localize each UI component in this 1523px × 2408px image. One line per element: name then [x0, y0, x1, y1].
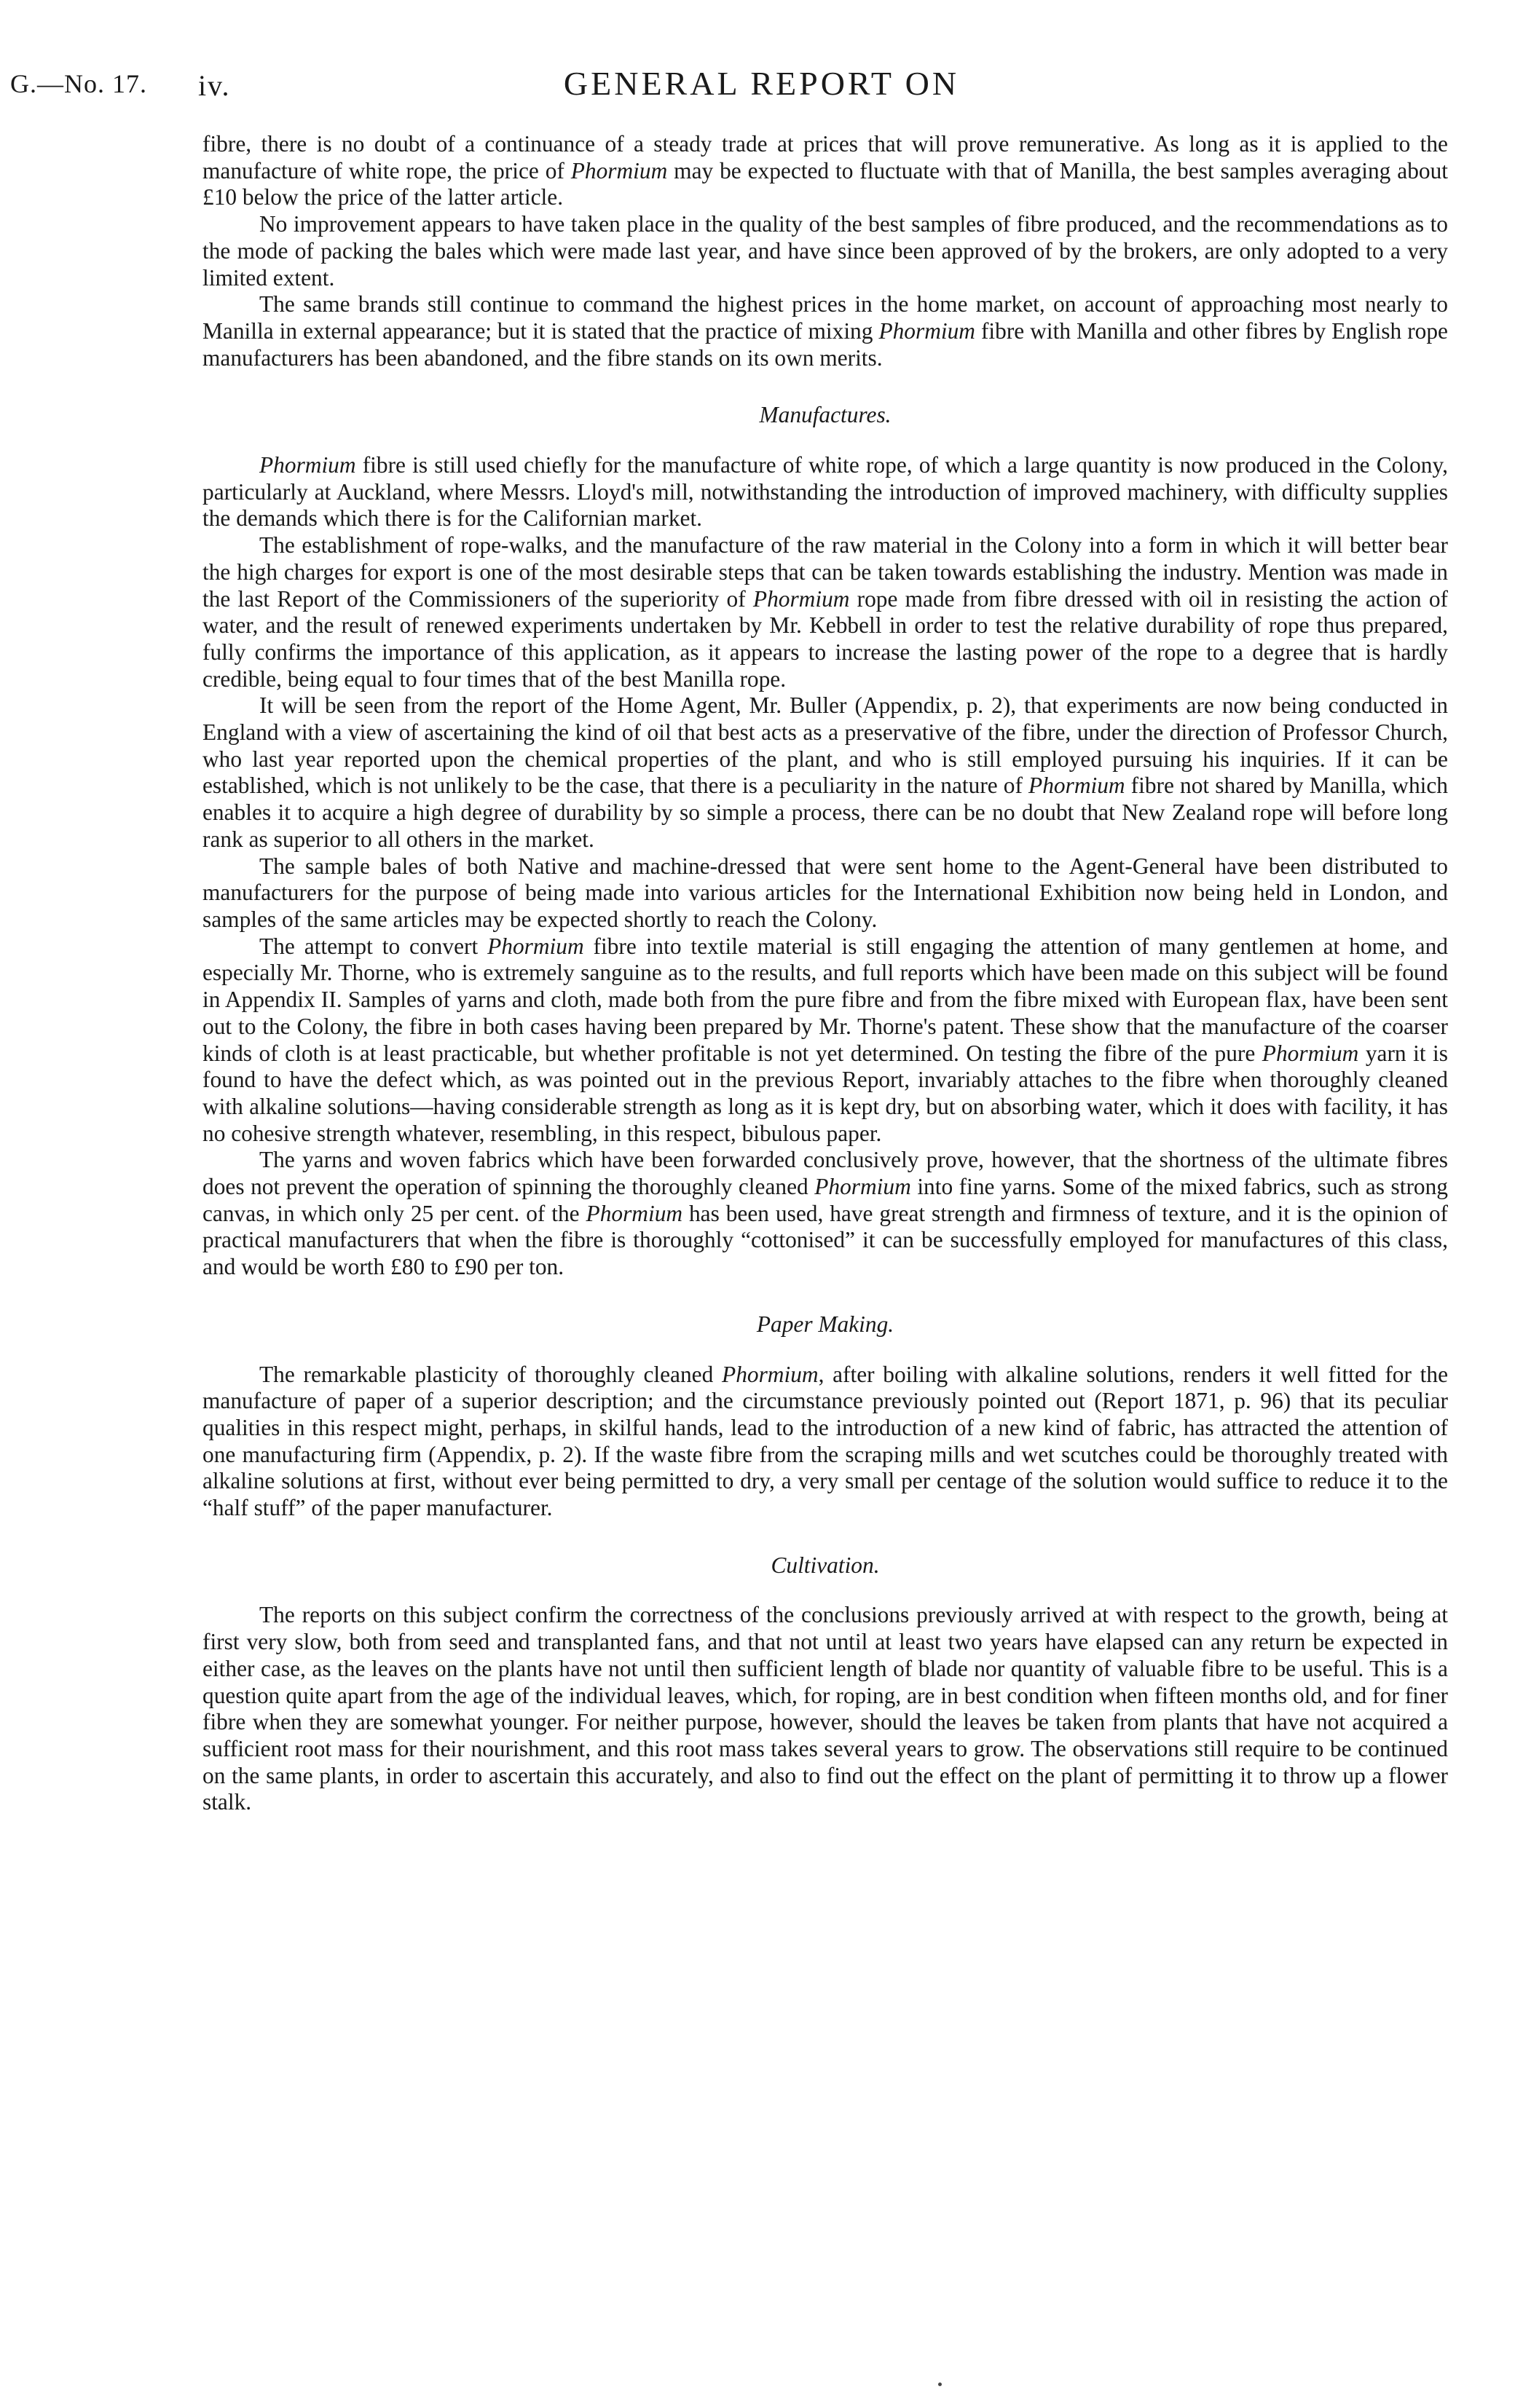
running-title: GENERAL REPORT ON [563, 65, 960, 102]
paragraph: It will be seen from the report of the Home Agent, Mr. Buller (Appendix, p. 2), that experiments are now being conducted in England with a view of ascertaining the kind of oil that best acts as a preservative of the fibre, under the direction of Professor Church, who last year reported upon the chemical properties of the plant, and who is still employed pursuing his inquiries. If it can be established, which is not unlikely to be the case, that there is a peculiarity in the nature of Phormium fibre not shared by Manilla, which enables it to acquire a high degree of durability by so simple a process, there can be no doubt that New Zealand rope will before long rank as superior to all others in the market. [202, 692, 1448, 852]
paragraph: The yarns and woven fabrics which have been forwarded conclusively prove, however, that the shortness of the ultimate fibres does not prevent the operation of spinning the thoroughly cleaned Phormium into fine yarns. Some of the mixed fabrics, such as strong canvas, in which only 25 per cent. of the Phormium has been used, have great strength and firmness of texture, and it is the opinion of practical manufacturers that when the fibre is thoroughly “cottonised” it can be successfully employed for manufactures of this class, and would be worth £80 to £90 per ton. [202, 1147, 1448, 1280]
page-number: iv. [198, 69, 231, 102]
paragraph: The attempt to convert Phormium fibre into textile material is still engaging the attention of many gentlemen at home, and especially Mr. Thorne, who is extremely sanguine as to the results, and full reports which have been made on this subject will be found in Appendix II. Samples of yarns and cloth, made both from the pure fibre and from the fibre mixed with European flax, have been sent out to the Colony, the fibre in both cases having been prepared by Mr. Thorne's patent. These show that the manufacture of the coarser kinds of cloth is at least practicable, but whether profitable is not yet determined. On testing the fibre of the pure Phormium yarn it is found to have the defect which, as was pointed out in the previous Report, invariably attaches to the fibre when thoroughly cleaned with alkaline solutions—having considerable strength as long as it is kept dry, but on absorbing water, which it does with facility, it has no cohesive strength whatever, resembling, in this respect, bibulous paper. [202, 933, 1448, 1146]
print-speck [938, 2383, 942, 2386]
body-text [202, 131, 1448, 1816]
paragraph: The remarkable plasticity of thoroughly cleaned Phormium, after boiling with alkaline solutions, renders it well fitted for the manufacture of paper of a superior description; and the circumstance previously pointed out (Report 1871, p. 96) that its peculiar qualities in this respect might, perhaps, in skilful hands, lead to the introduction of a new kind of fabric, has attracted the attention of one manufacturing firm (Appendix, p. 2). If the waste fibre from the scraping mills and wet scutches could be thoroughly treated with alkaline solutions at first, without ever being permitted to dry, a very small per centage of the solution would suffice to reduce it to the “half stuff” of the paper manufacturer. [202, 1361, 1449, 1521]
paragraph: The establishment of rope-walks, and the manufacture of the raw material in the Colony into a form in which it will better bear the high charges for export is one of the most desirable steps that can be taken towards establishing the industry. Mention was made in the last Report of the Commissioners of the superiority of Phormium rope made from fibre dressed with oil in resisting the action of water, and the result of renewed experiments undertaken by Mr. Kebbell in order to test the relative durability of rope thus prepared, fully confirms the importance of this application, as it appears to increase the lasting power of the rope to a degree that is hardly credible, being equal to four times that of the best Manilla rope. [202, 532, 1448, 692]
section-heading-paper-making: Paper Making. [756, 1311, 894, 1337]
paragraph: fibre, there is no doubt of a continuance of a steady trade at prices that will prove remunerative. As long as it is applied to the manufacture of white rope, the price of Phormium may be expected to fluctuate with that of Manilla, the best samples averaging about £10 below the price of the latter article. [202, 131, 1448, 210]
paragraph: No improvement appears to have taken place in the quality of the best samples of fibre produced, and the recommendations as to the mode of packing the bales which were made last year, and have since been approved of by the brokers, are only adopted to a very limited extent. [202, 211, 1448, 291]
paragraph: The sample bales of both Native and machine-dressed that were sent home to the Agent-General have been distributed to manufacturers for the purpose of being made into various articles for the International Exhibition now being held in London, and samples of the same articles may be expected shortly to reach the Colony. [202, 853, 1448, 932]
document-reference: G.—No. 17. [10, 69, 147, 98]
section-heading-manufactures: Manufactures. [759, 402, 892, 428]
paragraph: Phormium fibre is still used chiefly for the manufacture of white rope, of which a large quantity is now produced in the Colony, particularly at Auckland, where Messrs. Lloyd's mill, notwithstanding the introduction of improved machinery, with difficulty supplies the demands which there is for the Californian market. [202, 452, 1448, 532]
paragraph: The reports on this subject confirm the correctness of the conclusions previously arrived at with respect to the growth, being at first very slow, both from seed and transplanted fans, and that not until at least two years have elapsed can any return be expected in either case, as the leaves on the plants have not until then sufficient length of blade nor quantity of valuable fibre to be useful. This is a question quite apart from the age of the individual leaves, which, for roping, are in best condition when fifteen months old, and for finer fibre when they are somewhat younger. For neither purpose, however, should the leaves be taken from plants that have not acquired a sufficient root mass for their nourishment, and this root mass takes several years to grow. The observations still require to be continued on the same plants, in order to ascertain this accurately, and also to find out the effect on the plant of permitting it to throw up a flower stalk. [202, 1602, 1448, 1815]
section-heading-cultivation: Cultivation. [771, 1552, 880, 1578]
page-header [0, 64, 1523, 108]
paragraph: The same brands still continue to command the highest prices in the home market, on account of approaching most nearly to Manilla in external appearance; but it is stated that the practice of mixing Phormium fibre with Manilla and other fibres by English rope manufacturers has been abandoned, and the fibre stands on its own merits. [202, 291, 1448, 371]
